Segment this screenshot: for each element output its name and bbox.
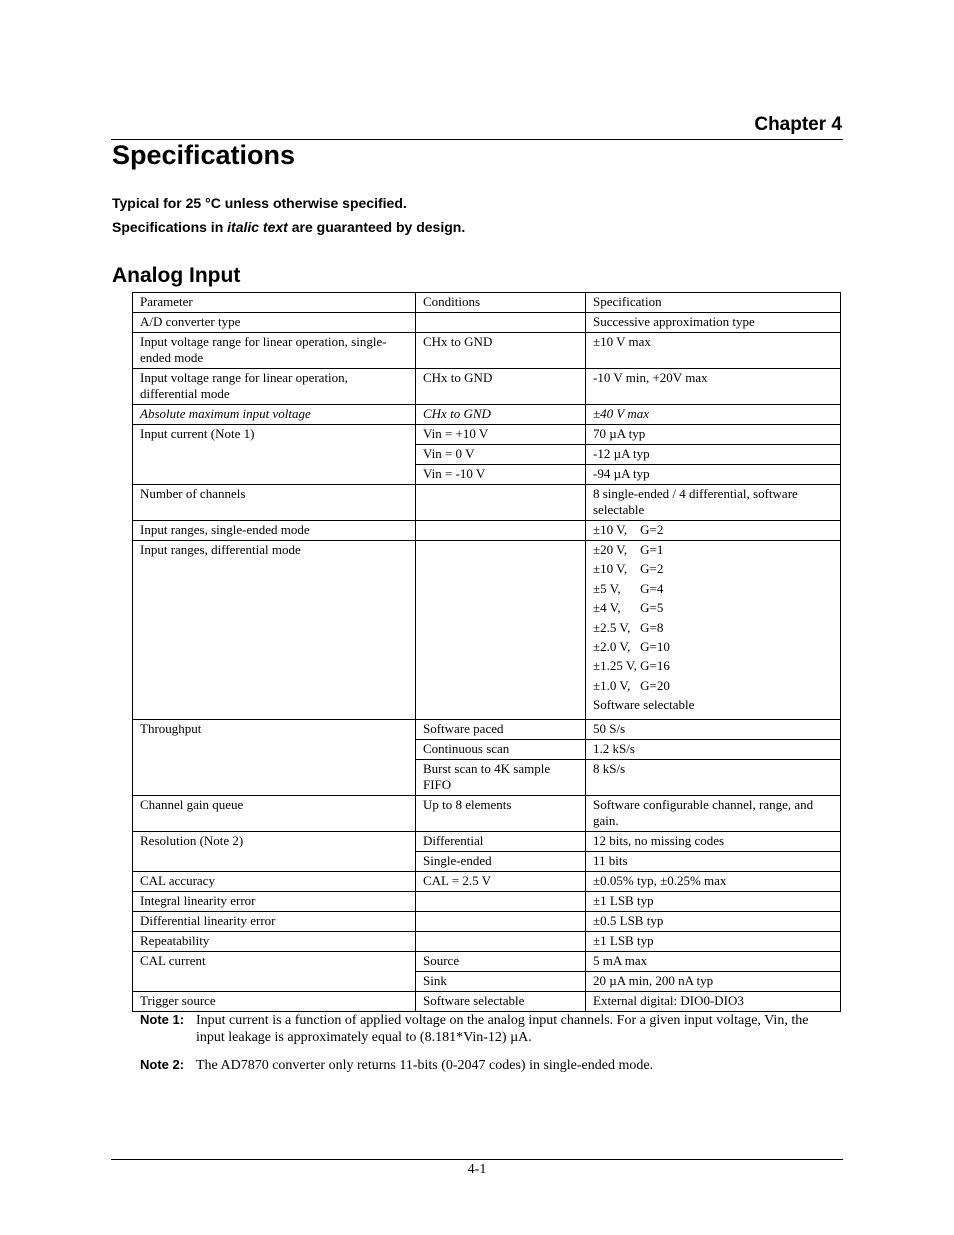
note-text: The AD7870 converter only returns 11-bits (0-2047 codes) in single-ended mode. [196,1058,654,1073]
param-cell: Integral linearity error [133,891,416,911]
condition-cell [416,313,586,333]
param-cell: Input ranges, differential mode [133,541,416,720]
param-cell: Input voltage range for linear operation, differential mode [133,369,416,405]
table-row [133,521,841,541]
condition-cell: CAL = 2.5 V [416,871,586,891]
table-row [133,871,841,891]
condition-cell: Single-ended [416,851,586,871]
param-cell: A/D converter type [133,313,416,333]
table-row [133,931,841,951]
table-row [133,891,841,911]
spec-cell: ±0.05% typ, ±0.25% max [586,871,841,891]
table-row [133,425,841,445]
table-row [133,719,841,739]
condition-cell [416,931,586,951]
condition-cell: Up to 8 elements [416,795,586,831]
param-cell: CAL accuracy [133,871,416,891]
spec-cell: -12 µA typ [586,445,841,465]
table-row [133,405,841,425]
condition-cell [416,521,586,541]
param-cell: Number of channels [133,485,416,521]
intro-text-pre: Specifications in [112,219,228,235]
condition-cell: CHx to GND [416,369,586,405]
spec-cell: -94 µA typ [586,465,841,485]
range-line: ±1.0 V, G=20 [593,677,670,693]
header-cell: Parameter [133,293,416,313]
spec-cell: 12 bits, no missing codes [586,831,841,851]
intro-text-post: are guaranteed by design. [287,219,466,235]
param-cell: Differential linearity error [133,911,416,931]
spec-cell: 5 mA max [586,951,841,971]
condition-cell [416,541,586,720]
param-cell: Absolute maximum input voltage [133,405,416,425]
table-row [133,369,841,405]
condition-cell: Vin = 0 V [416,445,586,465]
condition-cell: CHx to GND [416,333,586,369]
range-line: ±5 V, G=4 [593,580,664,596]
table-row [133,795,841,831]
condition-cell: Source [416,951,586,971]
spec-cell: Successive approximation type [586,313,841,333]
intro-conditions: Typical for 25 °C unless otherwise specified. [112,195,407,211]
note-text: Input current is a function of applied voltage on the analog input channels. For a given input voltage, Vin, the input leakage is approximately equal to (8.181*Vin-12) µA. [196,1013,809,1045]
intro-italic-note [112,219,465,235]
note-2 [140,1057,840,1074]
spec-cell: ±0.5 LSB typ [586,911,841,931]
param-cell: Resolution (Note 2) [133,831,416,871]
section-title: Analog Input [112,264,241,287]
condition-cell [416,911,586,931]
spec-cell: ±10 V, G=2 [586,521,841,541]
spec-cell: ±10 V max [586,333,841,369]
spec-cell: 8 kS/s [586,759,841,795]
param-cell: CAL current [133,951,416,991]
condition-cell: Vin = -10 V [416,465,586,485]
param-cell: Throughput [133,719,416,795]
note-label: Note 2: [140,1057,185,1072]
spec-cell: 20 µA min, 200 nA typ [586,971,841,991]
spec-table [132,292,841,1012]
intro-text-italic: italic text [227,219,288,235]
param-cell: Input ranges, single-ended mode [133,521,416,541]
range-line: ±2.0 V, G=10 [593,638,670,654]
page-number: 4-1 [467,1162,487,1177]
range-line: ±4 V, G=5 [593,600,664,616]
chapter-label: Chapter 4 [754,114,842,135]
table-header-row [133,293,841,313]
range-line: ±2.5 V, G=8 [593,619,664,635]
table-row [133,911,841,931]
param-cell: Input voltage range for linear operation, single-ended mode [133,333,416,369]
condition-cell: Continuous scan [416,739,586,759]
header-cell: Conditions [416,293,586,313]
condition-cell: Software paced [416,719,586,739]
condition-cell [416,891,586,911]
spec-cell: 1.2 kS/s [586,739,841,759]
condition-cell: Vin = +10 V [416,425,586,445]
condition-cell: Differential [416,831,586,851]
condition-cell: Sink [416,971,586,991]
table-row [133,313,841,333]
range-line: ±20 V, G=1 [593,542,664,557]
spec-cell: 70 µA typ [586,425,841,445]
table-row [133,333,841,369]
page-title: Specifications [112,140,296,170]
spec-cell: External digital: DIO0-DIO3 [586,991,841,1011]
condition-cell: Burst scan to 4K sample FIFO [416,759,586,795]
spec-cell: 8 single-ended / 4 differential, software selectable [586,485,841,521]
footer-rule [111,1159,843,1160]
header-cell: Specification [586,293,841,313]
condition-cell: CHx to GND [416,405,586,425]
spec-cell [586,541,841,720]
param-cell: Input current (Note 1) [133,425,416,485]
table-row [133,951,841,971]
param-cell: Trigger source [133,991,416,1011]
condition-cell: Software selectable [416,991,586,1011]
spec-cell: ±1 LSB typ [586,891,841,911]
range-line: ±1.25 V, G=16 [593,658,670,674]
param-cell: Channel gain queue [133,795,416,831]
spec-cell: -10 V min, +20V max [586,369,841,405]
table-row [133,541,841,720]
note-1 [140,1012,840,1046]
spec-cell: 50 S/s [586,719,841,739]
param-cell: Repeatability [133,931,416,951]
spec-cell: ±40 V max [586,405,841,425]
range-line: Software selectable [593,697,695,713]
table-row [133,831,841,851]
spec-cell: Software configurable channel, range, and gain. [586,795,841,831]
table-row [133,485,841,521]
spec-cell: 11 bits [586,851,841,871]
note-label: Note 1: [140,1012,185,1027]
condition-cell [416,485,586,521]
range-line: ±10 V, G=2 [593,561,664,577]
spec-cell: ±1 LSB typ [586,931,841,951]
table-row [133,991,841,1011]
